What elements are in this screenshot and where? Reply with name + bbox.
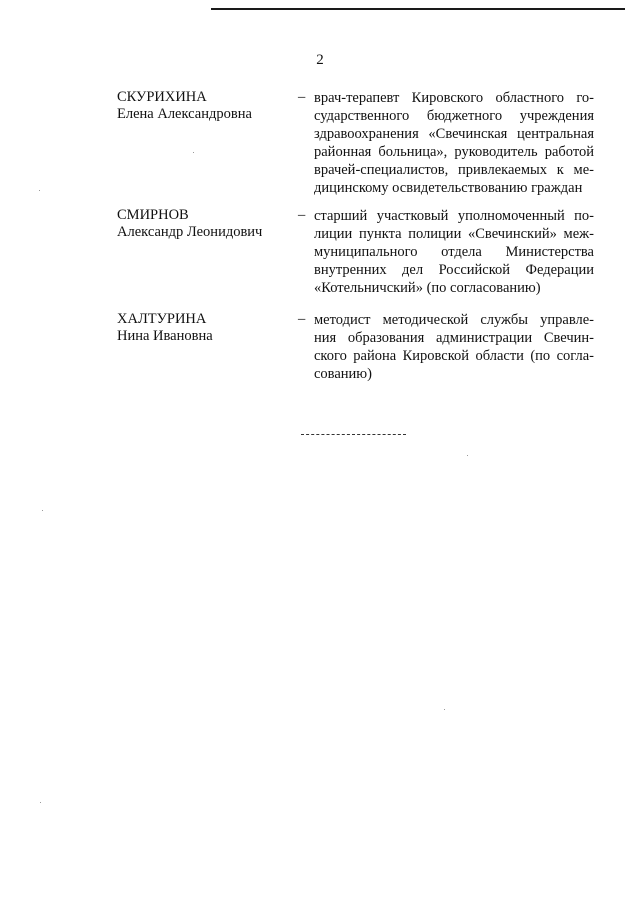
member-surname: ХАЛТУРИНА: [117, 311, 207, 327]
role-line: врачей-специалистов, привлекаемых к ме-: [314, 162, 594, 178]
member-role: [314, 89, 594, 197]
scan-speck: [40, 802, 41, 803]
role-line: ского района Кировской области (по согла-: [314, 348, 594, 364]
member-given-names: Елена Александровна: [117, 106, 252, 122]
role-line: ния образования администрации Свечин-: [314, 330, 594, 346]
header-rule: [211, 8, 625, 10]
role-line: старший участковый уполномоченный по-: [314, 208, 594, 224]
role-line: внутренних дел Российской Федерации: [314, 262, 594, 278]
role-line: здравоохранения «Свечинская центральная: [314, 126, 594, 142]
member-role: [314, 311, 594, 383]
scan-speck: [42, 510, 43, 511]
scan-speck: [39, 190, 40, 191]
role-line: районная больница», руководитель работой: [314, 144, 594, 160]
scan-speck: [193, 152, 194, 153]
role-line: дицинскому освидетельствованию граждан: [314, 180, 583, 196]
page-number: 2: [316, 52, 324, 68]
role-line: лиции пункта полиции «Свечинский» меж-: [314, 226, 594, 242]
role-line: сованию): [314, 366, 372, 382]
role-line: сударственного бюджетного учреждения: [314, 108, 594, 124]
member-surname: СКУРИХИНА: [117, 89, 207, 105]
role-line: методист методической службы управле-: [314, 312, 594, 328]
role-line: «Котельничский» (по согласованию): [314, 280, 541, 296]
separator-dash: –: [298, 89, 306, 105]
separator-dash: –: [298, 207, 306, 223]
member-name: [117, 207, 292, 241]
scan-speck: [444, 709, 445, 710]
role-line: врач-терапевт Кировского областного го-: [314, 90, 594, 106]
role-line: муниципального отдела Министерства: [314, 244, 594, 260]
member-surname: СМИРНОВ: [117, 207, 189, 223]
member-name: [117, 89, 292, 123]
member-given-names: Александр Леонидович: [117, 224, 263, 240]
scan-speck: [467, 455, 468, 456]
member-given-names: Нина Ивановна: [117, 328, 213, 344]
separator-dash: –: [298, 311, 306, 327]
end-of-list-rule: [301, 434, 406, 435]
member-role: [314, 207, 594, 297]
member-name: [117, 311, 292, 345]
